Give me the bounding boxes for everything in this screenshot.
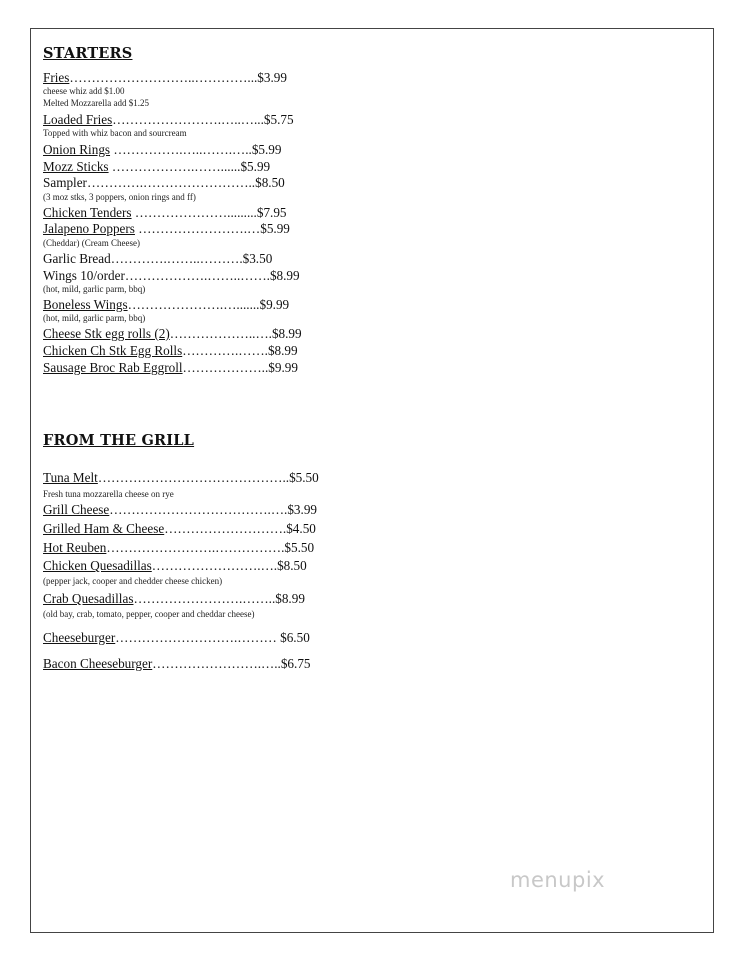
leader-dots: …………………......... [131,205,257,220]
item-name: Sausage Broc Rab Eggroll [43,360,183,375]
item-price: $3.99 [287,502,317,517]
starters-heading: STARTERS [43,45,133,62]
menu-item-tuna-melt [43,470,319,486]
item-price: $5.50 [284,540,315,555]
leader-dots: ………….……. [182,343,268,358]
item-name: Sampler [43,175,87,190]
item-name: Chicken Ch Stk Egg Rolls [43,343,183,358]
item-name: Grill Cheese [43,502,110,517]
menu-item-wings [43,268,300,284]
menu-item-crab-quesadillas [43,591,305,607]
item-name: Wings 10/order [43,268,125,283]
menu-item-boneless-wings [43,297,289,313]
leader-dots: …………………………………….. [97,470,290,485]
leader-dots: …………………….… [134,221,261,236]
menu-item-grilled-ham-cheese [43,521,316,537]
item-note: (hot, mild, garlic parm, bbq) [43,313,146,323]
menu-item-grill-cheese [43,502,317,518]
item-name: Chicken Quesadillas [43,558,152,573]
item-name: Boneless Wings [43,297,128,312]
item-name: Jalapeno Poppers [43,221,135,236]
item-price: $8.50 [255,175,285,190]
menu-item-chicken-quesadillas [43,558,307,574]
item-price: $8.99 [275,591,305,606]
item-price: $9.99 [268,360,298,375]
menu-item-chicken-tenders [43,205,287,221]
leader-dots: ……………….……..……. [124,268,270,283]
item-name: Hot Reuben [43,540,107,555]
item-price: $8.50 [277,558,307,573]
item-name: Bacon Cheeseburger [43,656,153,671]
grill-heading: FROM THE GRILL [43,432,195,449]
item-name: Garlic Bread [43,251,111,266]
menu-item-sausage-broc-rab-eggroll [43,360,298,376]
item-note: Fresh tuna mozzarella cheese on rye [43,489,174,499]
item-name: Loaded Fries [43,112,113,127]
leader-dots: ……………………………….…. [109,502,288,517]
item-price: $5.75 [263,112,294,127]
leader-dots: ………………………..…………... [69,70,258,85]
leader-dots: …………………….…….. [133,591,276,606]
leader-dots: ……………….……...... [108,159,241,174]
item-price: $8.99 [267,343,298,358]
item-name: Mozz Sticks [43,159,109,174]
leader-dots: …………………….….. [152,656,281,671]
leader-dots: ……………………….……… [115,630,281,645]
leader-dots: ………………….…....... [127,297,260,312]
item-price: $5.99 [260,221,290,236]
menu-item-chicken-ch-stk-egg-rolls [43,343,298,359]
menu-item-onion-rings [43,142,281,158]
menu-item-cheeseburger [43,630,310,646]
menupix-watermark: menupix [510,868,606,892]
item-name: Crab Quesadillas [43,591,134,606]
item-price: $9.99 [259,297,290,312]
item-name: Chicken Tenders [43,205,132,220]
menu-item-cheese-stk-egg-rolls [43,326,302,342]
leader-dots: ………………………. [164,521,287,536]
menu-item-hot-reuben [43,540,314,556]
leader-dots: ………………..…. [169,326,272,341]
menu-item-loaded-fries [43,112,294,128]
item-note: (old bay, crab, tomato, pepper, cooper and cheddar cheese) [43,609,255,619]
menu-item-sampler [43,175,285,191]
leader-dots: ……………….. [182,360,269,375]
item-note: (Cheddar) (Cream Cheese) [43,238,140,248]
menu-item-bacon-cheeseburger [43,656,311,672]
item-name: Cheese Stk egg rolls (2) [43,326,170,341]
leader-dots: …………………….…..…... [112,112,264,127]
menu-item-mozz-sticks [43,159,270,175]
leader-dots: …………………….…. [151,558,278,573]
item-price: $3.50 [242,251,273,266]
item-price: $6.50 [280,630,310,645]
menu-item-garlic-bread [43,251,272,267]
item-note: (hot, mild, garlic parm, bbq) [43,284,146,294]
item-note: Melted Mozzarella add $1.25 [43,98,149,108]
item-price: $4.50 [286,521,316,536]
item-price: $5.99 [240,159,271,174]
menu-item-fries [43,70,287,86]
item-price: $5.99 [251,142,282,157]
leader-dots: …………….…..…….….. [110,142,252,157]
item-name: Fries [43,70,70,85]
leader-dots: ………….…………………….. [86,175,256,190]
leader-dots: …………………….……………. [106,540,285,555]
item-note: cheese whiz add $1.00 [43,86,125,96]
item-name: Grilled Ham & Cheese [43,521,165,536]
item-note: Topped with whiz bacon and sourcream [43,128,187,138]
item-note: (pepper jack, cooper and chedder cheese chicken) [43,576,223,586]
item-price: $3.99 [257,70,287,85]
item-price: $8.99 [269,268,300,283]
leader-dots: ………….……..………. [110,251,243,266]
menu-item-jalapeno-poppers [43,221,290,237]
item-name: Cheeseburger [43,630,116,645]
item-price: $7.95 [256,205,287,220]
item-price: $8.99 [271,326,302,341]
item-name: Tuna Melt [43,470,98,485]
item-price: $6.75 [280,656,311,671]
item-note: (3 moz stks, 3 poppers, onion rings and ff) [43,192,196,202]
item-name: Onion Rings [43,142,111,157]
item-price: $5.50 [289,470,319,485]
